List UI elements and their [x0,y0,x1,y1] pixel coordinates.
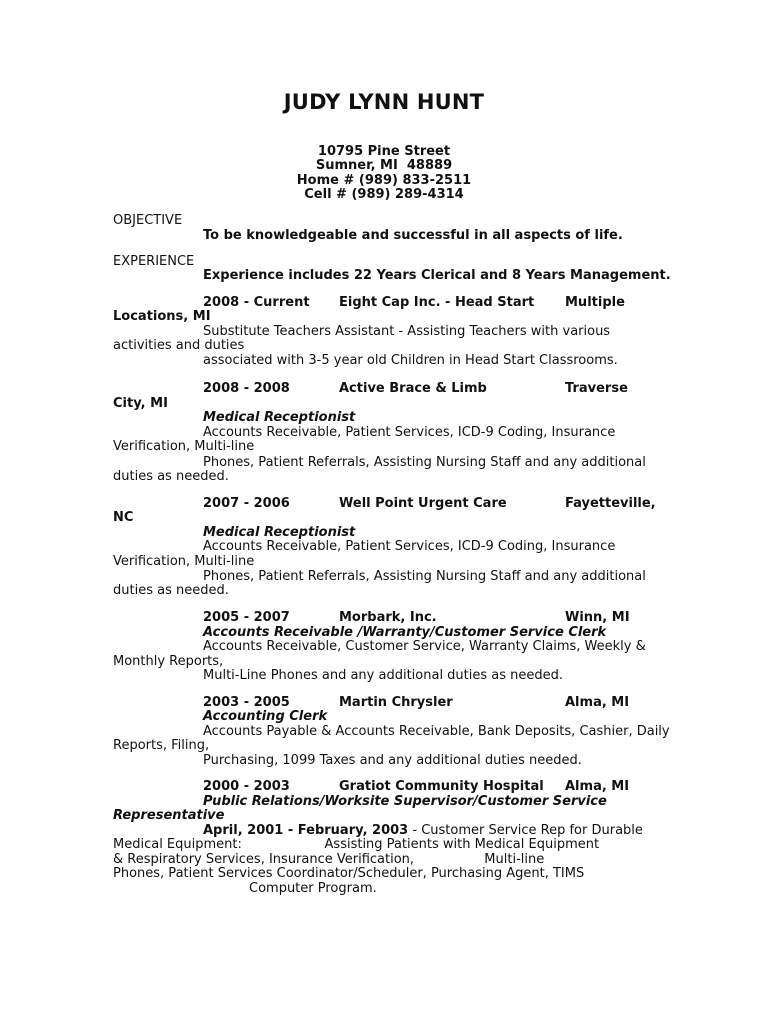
job-description-line: Verification, Multi-line [113,439,255,454]
sub-position-dates: April, 2001 - February, 2003 [203,823,409,838]
job-employer: Morbark, Inc. [339,610,437,625]
job-location-continued: City, MI [113,396,168,411]
job-dates: 2005 - 2007 [203,610,290,625]
job-location: Traverse [565,381,628,396]
job-description-line: Multi-Line Phones and any additional duties as needed. [203,668,564,683]
job-description-line: duties as needed. [113,583,229,598]
objective-heading: OBJECTIVE [113,213,183,228]
job-description-line: Phones, Patient Referrals, Assisting Nursing Staff and any additional [203,455,646,470]
job-location-continued: NC [113,510,134,525]
sub-position-text: - Customer Service Rep for Durable [408,823,643,838]
home-phone: Home # (989) 833-2511 [296,173,472,188]
job-description-line: Accounts Receivable, Patient Services, ICD-9 Coding, Insurance [203,539,616,554]
job-location: Winn, MI [565,610,630,625]
job-employer: Eight Cap Inc. - Head Start [339,295,535,310]
street-address: 10795 Pine Street [317,144,451,159]
sub-position-line [203,823,643,838]
job-title-continued: Representative [113,808,225,823]
job-description-line: Medical Equipment: Assisting Patients with Medical Equipment [113,837,600,852]
city-state-zip: Sumner, MI 48889 [315,158,453,173]
job-description-line: Phones, Patient Services Coordinator/Scheduler, Purchasing Agent, TIMS [113,866,585,881]
job-description-line: Accounts Receivable, Customer Service, Warranty Claims, Weekly & [203,639,646,654]
job-dates: 2000 - 2003 [203,779,290,794]
job-title: Public Relations/Worksite Supervisor/Customer Service [203,794,607,809]
job-employer: Well Point Urgent Care [339,496,507,511]
job-description-line: Verification, Multi-line [113,554,255,569]
job-description-line: activities and duties [113,338,245,353]
job-title: Medical Receptionist [203,410,356,425]
job-location: Fayetteville, [565,496,656,511]
job-description-line: Reports, Filing, [113,738,210,753]
job-location: Alma, MI [565,695,630,710]
job-description-line: Monthly Reports, [113,654,224,669]
job-description-line: Computer Program. [249,881,377,896]
job-description-line: Accounts Receivable, Patient Services, ICD-9 Coding, Insurance [203,425,616,440]
job-description-line: Phones, Patient Referrals, Assisting Nursing Staff and any additional [203,569,646,584]
job-employer: Gratiot Community Hospital [339,779,544,794]
experience-summary: Experience includes 22 Years Clerical and 8 Years Management. [203,268,671,283]
job-description-line: Substitute Teachers Assistant - Assisting Teachers with various [203,324,611,339]
job-location: Alma, MI [565,779,630,794]
job-dates: 2007 - 2006 [203,496,290,511]
job-dates: 2008 - 2008 [203,381,290,396]
job-dates: 2003 - 2005 [203,695,290,710]
experience-heading: EXPERIENCE [113,254,195,269]
job-description-line: Accounts Payable & Accounts Receivable, Bank Deposits, Cashier, Daily [203,724,670,739]
job-location-continued: Locations, MI [113,309,211,324]
job-dates: 2008 - Current [203,295,310,310]
job-description-line: associated with 3-5 year old Children in Head Start Classrooms. [203,353,618,368]
job-description-line: Purchasing, 1099 Taxes and any additional duties needed. [203,753,582,768]
job-description-line: duties as needed. [113,469,229,484]
job-title: Accounting Clerk [203,709,328,724]
job-title: Medical Receptionist [203,525,356,540]
objective-text: To be knowledgeable and successful in all aspects of life. [203,228,623,243]
cell-phone: Cell # (989) 289-4314 [304,187,464,202]
job-location: Multiple [565,295,625,310]
job-employer: Active Brace & Limb [339,381,487,396]
job-description-line: & Respiratory Services, Insurance Verification, Multi-line [113,852,545,867]
job-title: Accounts Receivable /Warranty/Customer Service Clerk [203,625,607,640]
applicant-name: JUDY LYNN HUNT [283,90,485,114]
job-employer: Martin Chrysler [339,695,453,710]
